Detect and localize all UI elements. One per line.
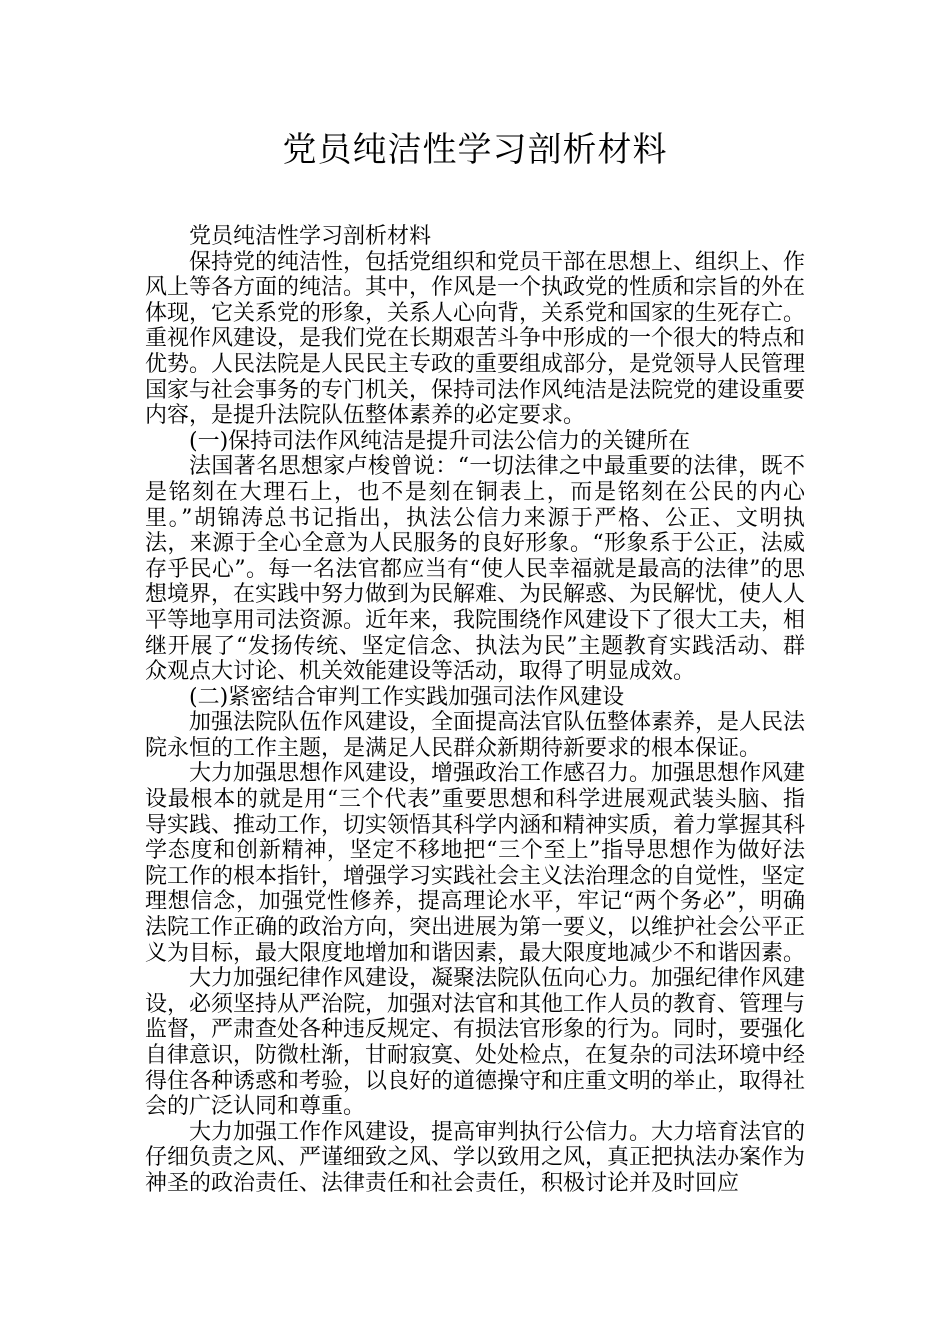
paragraph-intro: 保持党的纯洁性，包括党组织和党员干部在思想上、组织上、作风上等各方面的纯洁。其中，作风是一个执政党的性质和宗旨的外在体现，它关系党的形象，关系人心向背，关系党和国家的生死存亡。重视作风建设，是我们党在长期艰苦斗争中形成的一个很大的特点和优势。人民法院是人民民主专政的重要组成部分，是党领导人民管理国家与社会事务的专门机关，保持司法作风纯洁是法院党的建设重要内容，是提升法院队伍整体素养的必定要求。 (145, 249, 806, 429)
paragraph-section-2-intro: 加强法院队伍作风建设，全面提高法官队伍整体素养，是人民法院永恒的工作主题，是满足人民群众新期待新要求的根本保证。 (145, 710, 806, 761)
document-title: 党员纯洁性学习剖析材料 (282, 130, 668, 170)
paragraph-subtitle: 党员纯洁性学习剖析材料 (189, 224, 432, 249)
paragraph-work-style: 大力加强工作作风建设，提高审判执行公信力。大力培育法官的仔细负责之风、严谨细致之风、学以致用之风，真正把执法办案作为神圣的政治责任、法律责任和社会责任，积极讨论并及时回应 (145, 1119, 806, 1196)
paragraph-discipline-style: 大力加强纪律作风建设，凝聚法院队伍向心力。加强纪律作风建设，必须坚持从严治院，加强对法官和其他工作人员的教育、管理与监督，严肃查处各种违反规定、有损法官形象的行为。同时，要强化自律意识，防微杜渐，甘耐寂寞、处处检点，在复杂的司法环境中经得住各种诱惑和考验，以良好的道德操守和庄重文明的举止，取得社会的广泛认同和尊重。 (145, 966, 806, 1120)
document-body (145, 224, 805, 1197)
paragraph-ideological-style: 大力加强思想作风建设，增强政治工作感召力。加强思想作风建设最根本的就是用“三个代表”重要思想和科学进展观武装头脑、指导实践、推动工作，切实领悟其科学内涵和精神实质，着力掌握其科学态度和创新精神，坚定不移地把“三个至上”指导思想作为做好法院工作的根本指针，增强学习实践社会主义法治理念的自觉性，坚定理想信念，加强党性修养，提高理论水平，牢记“两个务必”，明确法院工作正确的政治方向，突出进展为第一要义，以维护社会公平正义为目标，最大限度地增加和谐因素，最大限度地减少不和谐因素。 (145, 761, 806, 966)
section-heading-1: (一)保持司法作风纯洁是提升司法公信力的关键所在 (189, 428, 691, 454)
section-heading-2: (二)紧密结合审判工作实践加强司法作风建设 (189, 684, 625, 710)
paragraph-section-1: 法国著名思想家卢梭曾说：“一切法律之中最重要的法律，既不是铭刻在大理石上，也不是刻在铜表上，而是铭刻在公民的内心里。”胡锦涛总书记指出，执法公信力来源于严格、公正、文明执法，来源于全心全意为人民服务的良好形象。“形象系于公正，法威存乎民心”。每一名法官都应当有“使人民幸福就是最高的法律”的思想境界，在实践中努力做到为民解难、为民解惑、为民解忧，使人人平等地享用司法资源。近年来，我院围绕作风建设下了很大工夫，相继开展了“发扬传统、坚定信念、执法为民”主题教育实践活动、群众观点大讨论、机关效能建设等活动，取得了明显成效。 (145, 454, 806, 685)
